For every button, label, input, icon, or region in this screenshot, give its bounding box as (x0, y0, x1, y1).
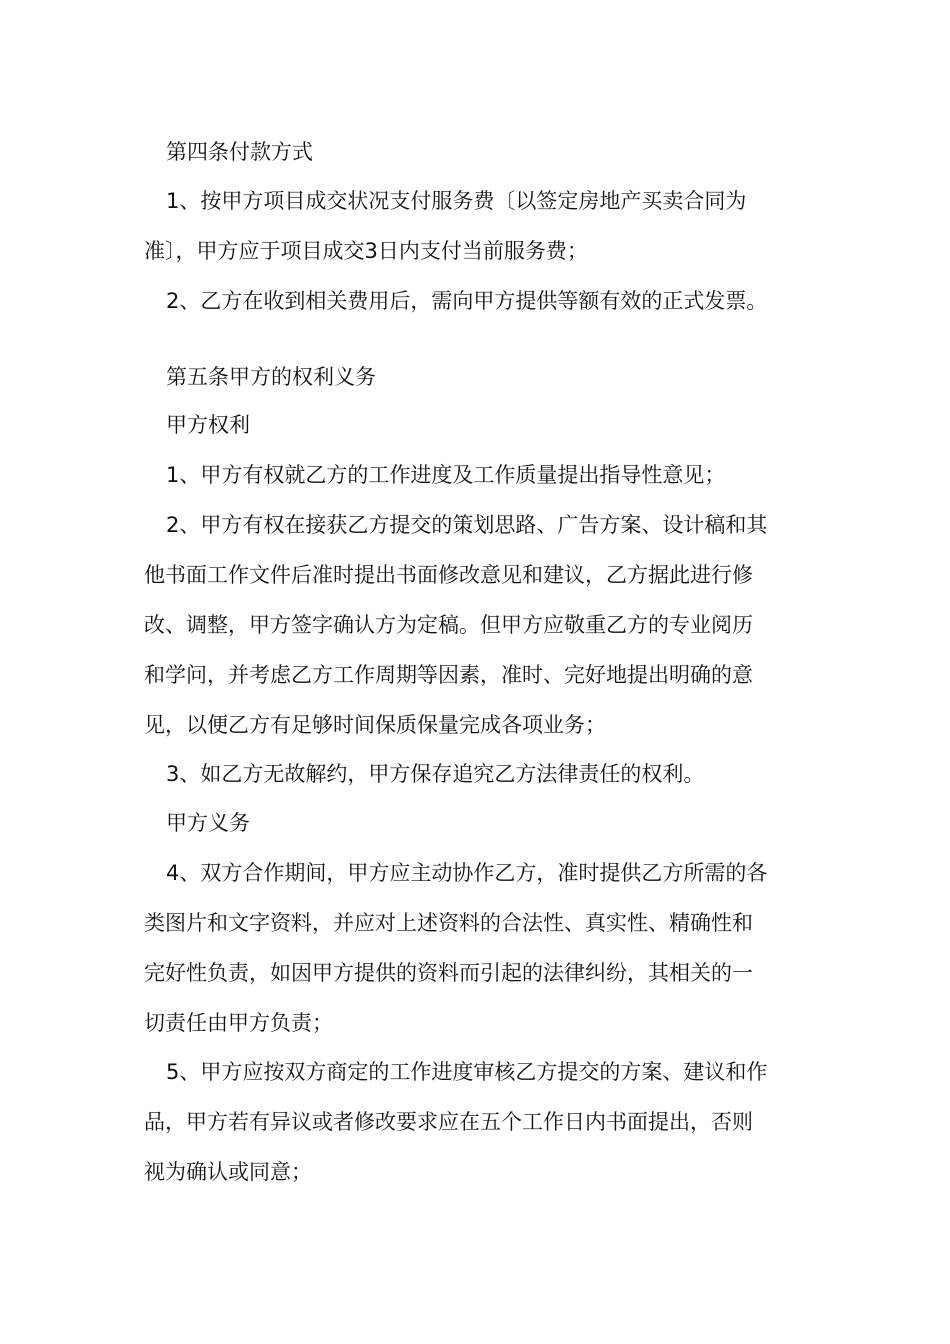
rights-item1-text: 1、甲方有权就乙方的工作进度及工作质量提出指导性意见； (166, 463, 726, 487)
obligations-item4 (144, 858, 814, 1038)
rights-item2-line5: 见，以便乙方有足够时间保质保量完成各项业务； (144, 713, 606, 737)
article4-heading-text: 第四条付款方式 (166, 140, 313, 164)
article4-item1 (144, 186, 814, 266)
obligations-item4-line1: 4、双方合作期间，甲方应主动协作乙方，准时提供乙方所需的各 (166, 861, 768, 885)
article4-item1-line1: 1、按甲方项目成交状况支付服务费〔以签定房地产买卖合同为 (166, 189, 747, 213)
rights-item2 (144, 510, 814, 740)
obligations-item4-line2: 类图片和文字资料，并应对上述资料的合法性、真实性、精确性和 (144, 911, 753, 935)
rights-item1 (144, 460, 814, 490)
obligations-item5-line3: 视为确认或同意； (144, 1160, 312, 1184)
rights-item2-line2: 他书面工作文件后准时提出书面修改意见和建议，乙方据此进行修 (144, 563, 753, 587)
obligations-item5-line2: 品，甲方若有异议或者修改要求应在五个工作日内书面提出，否则 (144, 1110, 753, 1134)
article5-heading (144, 362, 814, 392)
obligations-item4-line3: 完好性负责，如因甲方提供的资料而引起的法律纠纷，其相关的一 (144, 961, 753, 985)
article4-item1-line2: 准〕，甲方应于项目成交3日内支付当前服务费； (144, 239, 588, 263)
rights-item3-text: 3、如乙方无故解约，甲方保存追究乙方法律责任的权利。 (166, 762, 705, 786)
obligations-item5-line1: 5、甲方应按双方商定的工作进度审核乙方提交的方案、建议和作 (166, 1060, 768, 1084)
rights-item3 (144, 759, 814, 789)
obligations-item4-line4: 切责任由甲方负责； (144, 1011, 333, 1035)
obligations-subheading (144, 808, 814, 838)
rights-item2-line1: 2、甲方有权在接获乙方提交的策划思路、广告方案、设计稿和其 (166, 513, 768, 537)
article5-heading-text: 第五条甲方的权利义务 (166, 365, 376, 389)
article4-item2-text: 2、乙方在收到相关费用后，需向甲方提供等额有效的正式发票。 (166, 289, 768, 313)
article4-item2 (144, 286, 814, 316)
obligations-subheading-text: 甲方义务 (166, 811, 250, 835)
article4-heading (144, 137, 814, 167)
rights-item2-line3: 改、调整，甲方签字确认方为定稿。但甲方应敬重乙方的专业阅历 (144, 613, 753, 637)
rights-item2-line4: 和学问，并考虑乙方工作周期等因素，准时、完好地提出明确的意 (144, 663, 753, 687)
rights-subheading (144, 410, 814, 440)
obligations-item5 (144, 1057, 814, 1187)
rights-subheading-text: 甲方权利 (166, 413, 250, 437)
